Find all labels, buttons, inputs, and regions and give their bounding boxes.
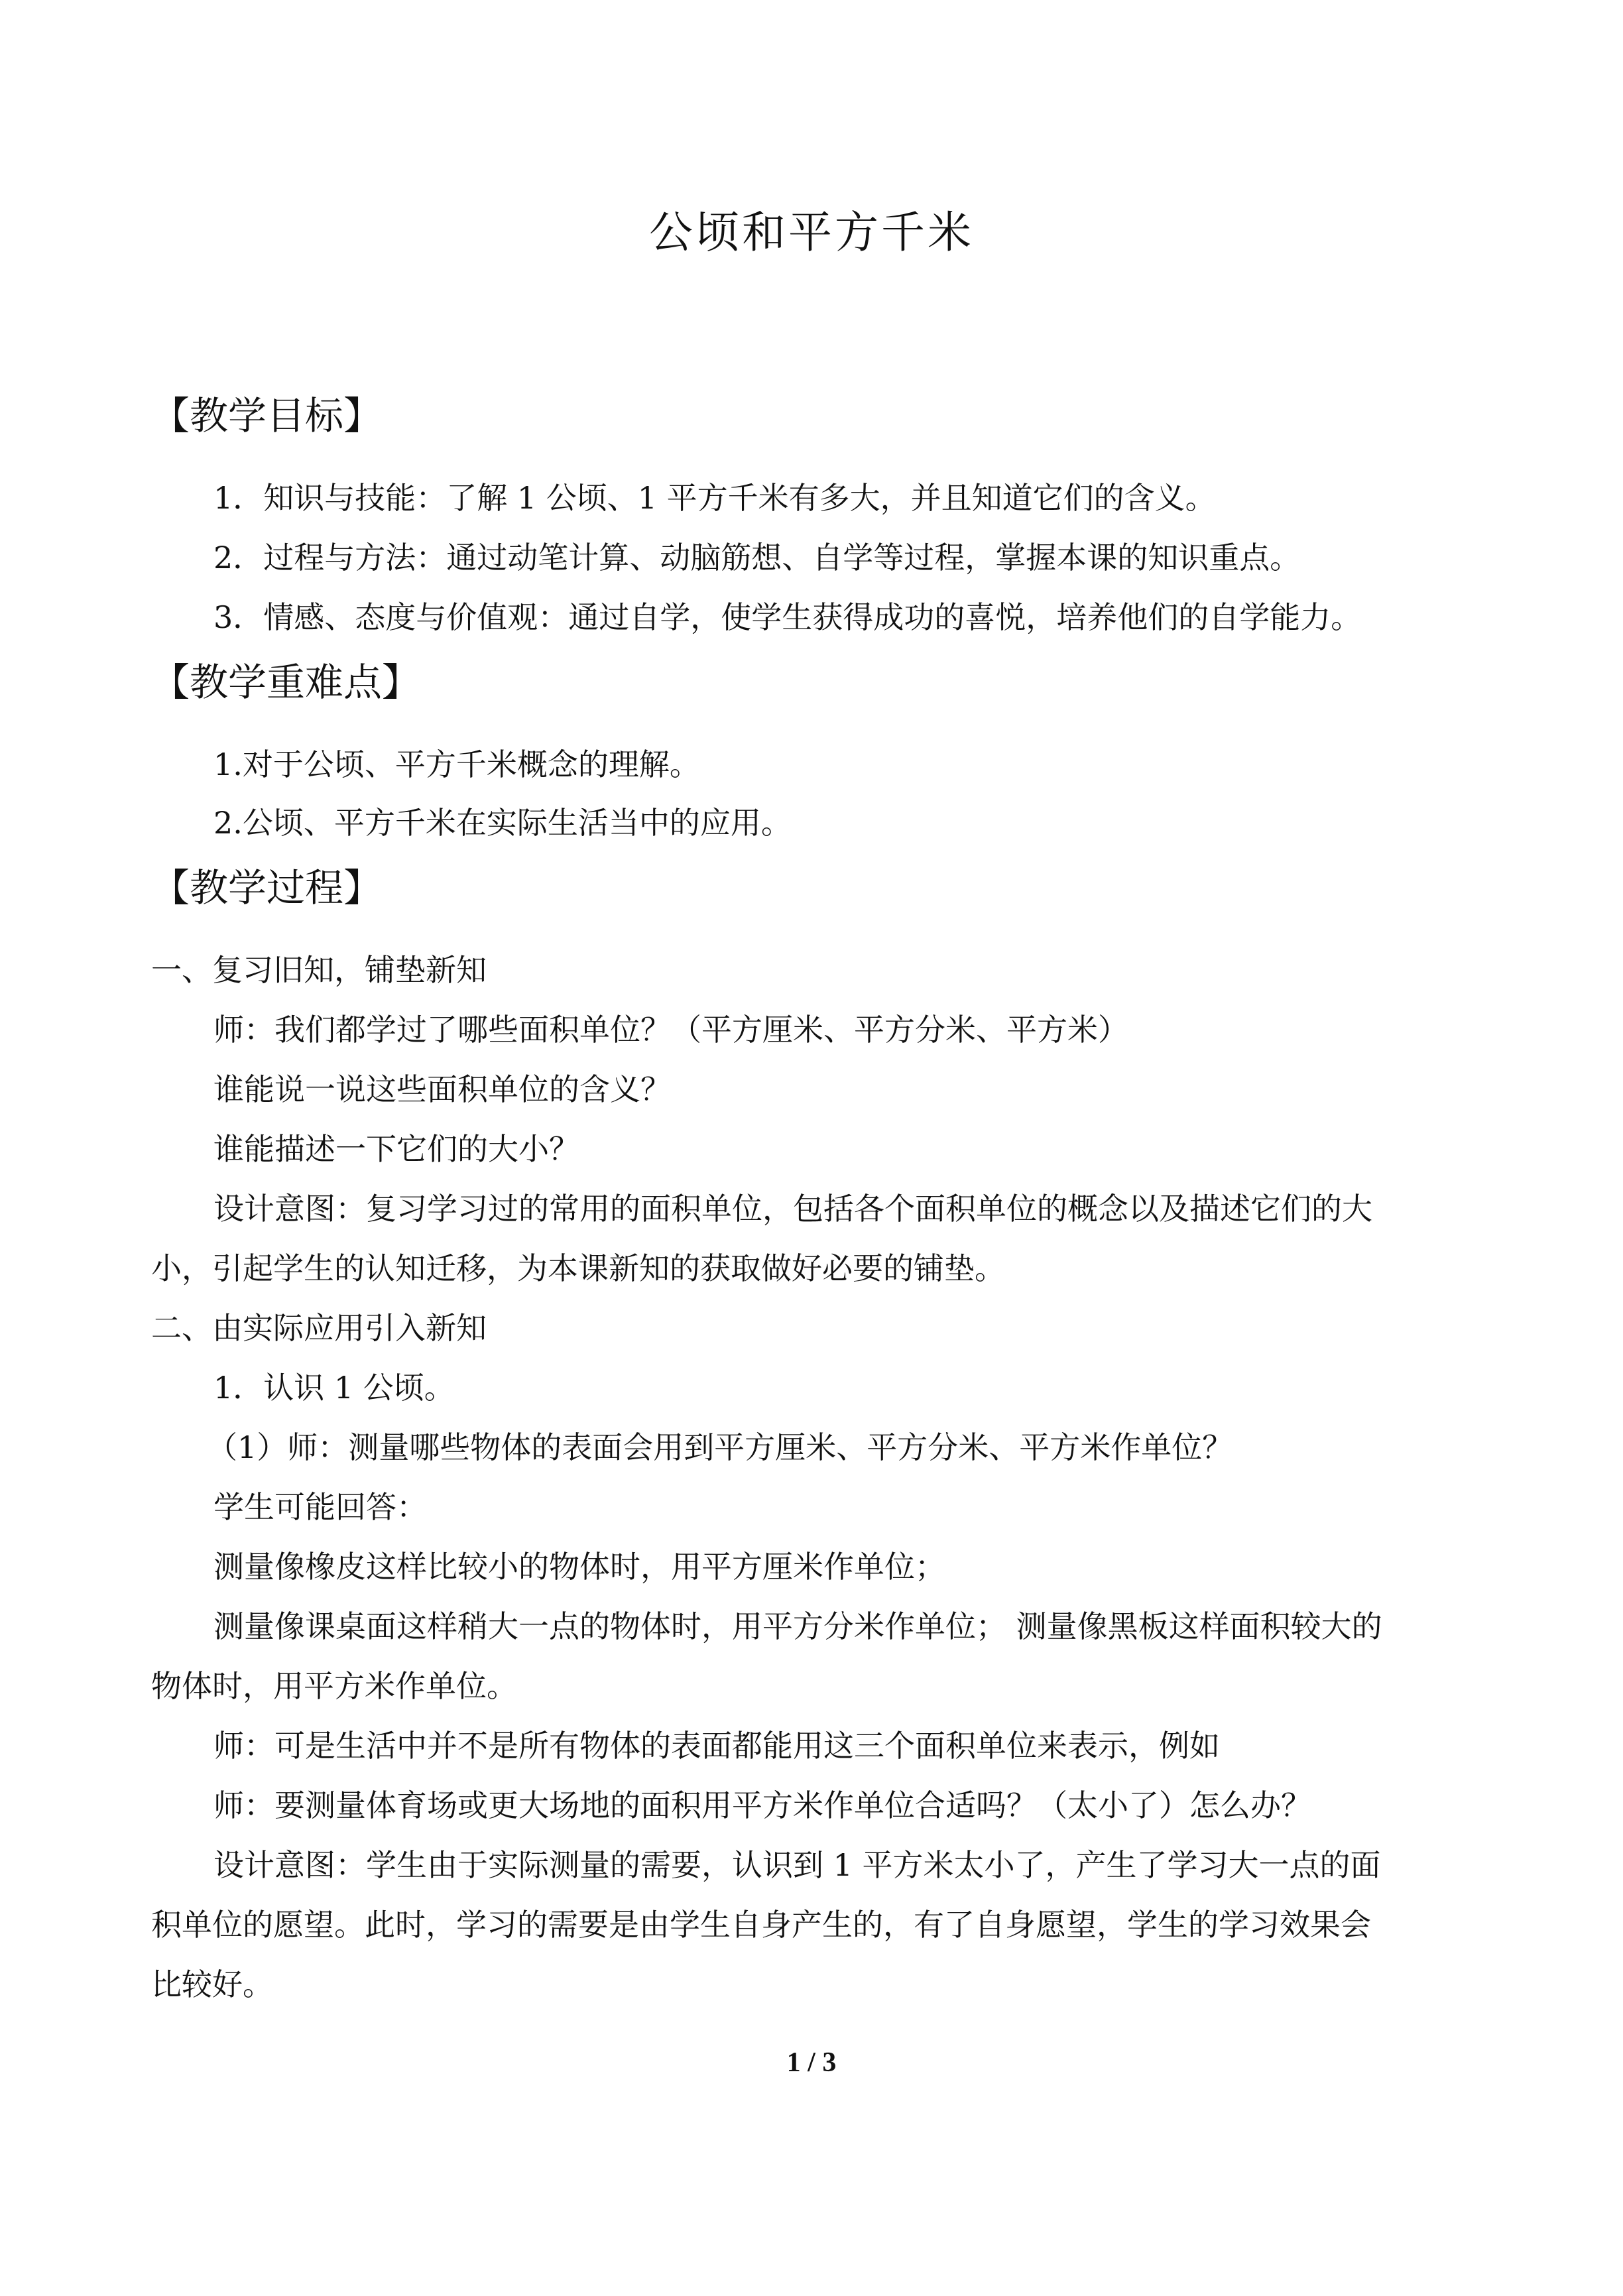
objective-item-1: 1．知识与技能：了解 1 公顷、1 平方千米有多大，并且知道它们的含义。 (213, 480, 1216, 516)
paragraph-line: 师：我们都学过了哪些面积单位？（平方厘米、平方分米、平方米） (213, 1012, 1128, 1048)
paragraph-line: 师：可是生活中并不是所有物体的表面都能用这三个面积单位来表示，例如 (213, 1728, 1220, 1764)
paragraph-line: 积单位的愿望。此时，学习的需要是由学生自身产生的，有了自身愿望，学生的学习效果会 (151, 1907, 1371, 1943)
paragraph-line: 测量像课桌面这样稍大一点的物体时，用平方分米作单位； 测量像黑板这样面积较大的 (213, 1608, 1382, 1644)
paragraph-line: 师：要测量体育场或更大场地的面积用平方米作单位合适吗？（太小了）怎么办？ (213, 1787, 1311, 1823)
page-title: 公顷和平方千米 (649, 207, 974, 258)
key-point-item-2: 2.公顷、平方千米在实际生活当中的应用。 (213, 805, 792, 841)
paragraph-line: 设计意图：学生由于实际测量的需要，认识到 1 平方米太小了，产生了学习大一点的面 (213, 1847, 1381, 1883)
process-part1-title: 一、复习旧知，铺垫新知 (151, 952, 487, 988)
objective-item-3: 3．情感、态度与价值观：通过自学，使学生获得成功的喜悦，培养他们的自学能力。 (213, 599, 1362, 635)
page-number: 1 / 3 (786, 2047, 837, 2078)
paragraph-line: 物体时，用平方米作单位。 (151, 1668, 517, 1704)
paragraph-line: 测量像橡皮这样比较小的物体时，用平方厘米作单位； (213, 1549, 945, 1585)
section-heading-objectives: 【教学目标】 (151, 393, 383, 438)
objective-item-2: 2．过程与方法：通过动笔计算、动脑筋想、自学等过程，掌握本课的知识重点。 (213, 540, 1301, 575)
paragraph-line: 比较好。 (151, 1966, 273, 2002)
key-point-item-1: 1.对于公顷、平方千米概念的理解。 (213, 747, 700, 782)
paragraph-line: 小，引起学生的认知迁移，为本课新知的获取做好必要的铺垫。 (151, 1250, 1005, 1286)
section-heading-process: 【教学过程】 (151, 865, 383, 910)
paragraph-line: 设计意图：复习学习过的常用的面积单位，包括各个面积单位的概念以及描述它们的大 (213, 1191, 1372, 1227)
process-part2-title: 二、由实际应用引入新知 (151, 1310, 487, 1346)
paragraph-line: （1）师：测量哪些物体的表面会用到平方厘米、平方分米、平方米作单位？ (207, 1429, 1233, 1465)
paragraph-line: 谁能描述一下它们的大小？ (213, 1131, 579, 1167)
paragraph-line: 1．认识 1 公顷。 (213, 1370, 455, 1406)
paragraph-line: 学生可能回答： (213, 1489, 427, 1525)
section-heading-key-points: 【教学重难点】 (151, 660, 421, 705)
paragraph-line: 谁能说一说这些面积单位的含义？ (213, 1071, 671, 1107)
